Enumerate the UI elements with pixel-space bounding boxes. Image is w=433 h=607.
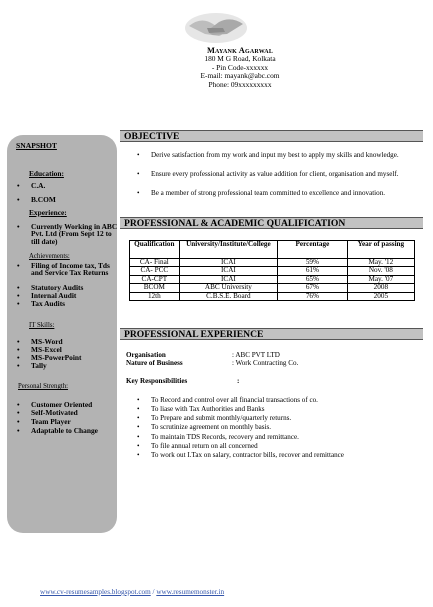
table-cell: ICAI [179, 275, 277, 283]
candidate-name: Mayank Agarwal [206, 46, 274, 55]
qualification-table [129, 240, 415, 301]
footer-links [40, 588, 300, 596]
experience-heading: PROFESSIONAL EXPERIENCE [120, 328, 423, 340]
table-cell: ABC University [179, 284, 277, 292]
table-cell: Nov. '08 [347, 267, 414, 275]
table-row [130, 292, 415, 300]
phone: Phone: 09xxxxxxxxx [208, 79, 272, 89]
footer-link-resumemonster[interactable]: www.resumemonster.in [156, 588, 225, 596]
snapshot-sidebar: SNAPSHOT Education: • C.A. • B.COM Experience: • Currently Working in ABC Pvt. Ltd (From Sept 12 to till date) Achievements: • Filing of Income tax, Tds and Service Tax Returns • Statutory Audits • Internal Audit • Tax Audits IT Skills: • MS-Word • MS-Excel • MS-PowerPoint • Tally Personal Strength: • Customer Oriented • Self-Motivated • Team Player • Adaptable to Change [7, 135, 117, 533]
bullet-icon: • [137, 151, 140, 159]
contact-header [140, 47, 340, 89]
footer-link-cv-samples[interactable]: www.cv-resumesamples.blogspot.com [40, 588, 151, 596]
column-header: University/Institute/College [179, 241, 277, 259]
column-header: Percentage [278, 241, 348, 259]
strength-heading: Personal Strength: [18, 383, 69, 390]
sidebar-title: SNAPSHOT [16, 141, 57, 150]
table-cell: CA- Final [130, 259, 180, 267]
table-cell: ICAI [179, 259, 277, 267]
table-cell: 12th [130, 292, 180, 300]
table-cell: 2008 [347, 284, 414, 292]
table-cell: May. '12 [347, 259, 414, 267]
bullet-icon: • [17, 299, 20, 308]
organisation-value: : ABC PVT LTD [232, 351, 280, 359]
bullet-icon: • [17, 345, 20, 354]
column-header: Year of passing [347, 241, 414, 259]
table-cell: May. '07 [347, 275, 414, 283]
footer-separator: / [150, 588, 157, 596]
table-cell: 61% [278, 267, 348, 275]
objective-heading: OBJECTIVE [120, 130, 423, 142]
it-skills-heading: IT Skills: [29, 322, 55, 329]
responsibilities-colon: : [237, 377, 240, 385]
bullet-icon: • [137, 396, 140, 404]
table-cell: C.B.S.E. Board [179, 292, 277, 300]
table-cell: 76% [278, 292, 348, 300]
bullet-icon: • [137, 405, 140, 413]
bullet-icon: • [137, 170, 140, 178]
bullet-icon: • [137, 442, 140, 450]
table-cell: 2005 [347, 292, 414, 300]
achievements-heading: Achievements: [29, 253, 70, 260]
bullet-icon: • [137, 451, 140, 459]
bullet-icon: • [17, 291, 20, 300]
bullet-icon: • [17, 283, 20, 292]
email: E-mail: mayank@abc.com [200, 71, 280, 81]
table-cell: CA-CPT [130, 275, 180, 283]
bullet-icon: • [17, 261, 20, 270]
handshake-logo [183, 6, 249, 46]
organisation-label: Organisation [126, 351, 166, 359]
column-header: Qualification [130, 241, 180, 259]
bullet-icon: • [137, 189, 140, 197]
table-cell: 65% [278, 275, 348, 283]
nature-label: Nature of Business [126, 359, 183, 367]
experience-heading: Experience: [29, 208, 67, 217]
bullet-icon: • [17, 353, 20, 362]
bullet-icon: • [17, 195, 20, 204]
bullet-icon: • [137, 423, 140, 431]
bullet-icon: • [17, 408, 20, 417]
bullet-icon: • [17, 417, 20, 426]
responsibilities-label: Key Responsibilities [126, 377, 188, 385]
table-row [130, 284, 415, 292]
table-row [130, 275, 415, 283]
table-header-row [130, 241, 415, 259]
table-cell: 59% [278, 259, 348, 267]
bullet-icon: • [137, 414, 140, 422]
bullet-icon: • [17, 400, 20, 409]
qualification-heading: PROFESSIONAL & ACADEMIC QUALIFICATION [120, 217, 423, 229]
table-cell: BCOM [130, 284, 180, 292]
bullet-icon: • [17, 181, 20, 190]
bullet-icon: • [17, 361, 20, 370]
table-cell: ICAI [179, 267, 277, 275]
address: 180 M G Road, Kolkata [204, 54, 276, 64]
education-heading: Education: [29, 169, 64, 178]
nature-value: : Work Contracting Co. [232, 359, 299, 367]
table-cell: CA- PCC [130, 267, 180, 275]
bullet-icon: • [17, 337, 20, 346]
table-cell: 67% [278, 284, 348, 292]
bullet-icon: • [17, 426, 20, 435]
bullet-icon: • [17, 222, 20, 231]
bullet-icon: • [137, 433, 140, 441]
pin-code: - Pin Code-xxxxxx [211, 62, 269, 72]
